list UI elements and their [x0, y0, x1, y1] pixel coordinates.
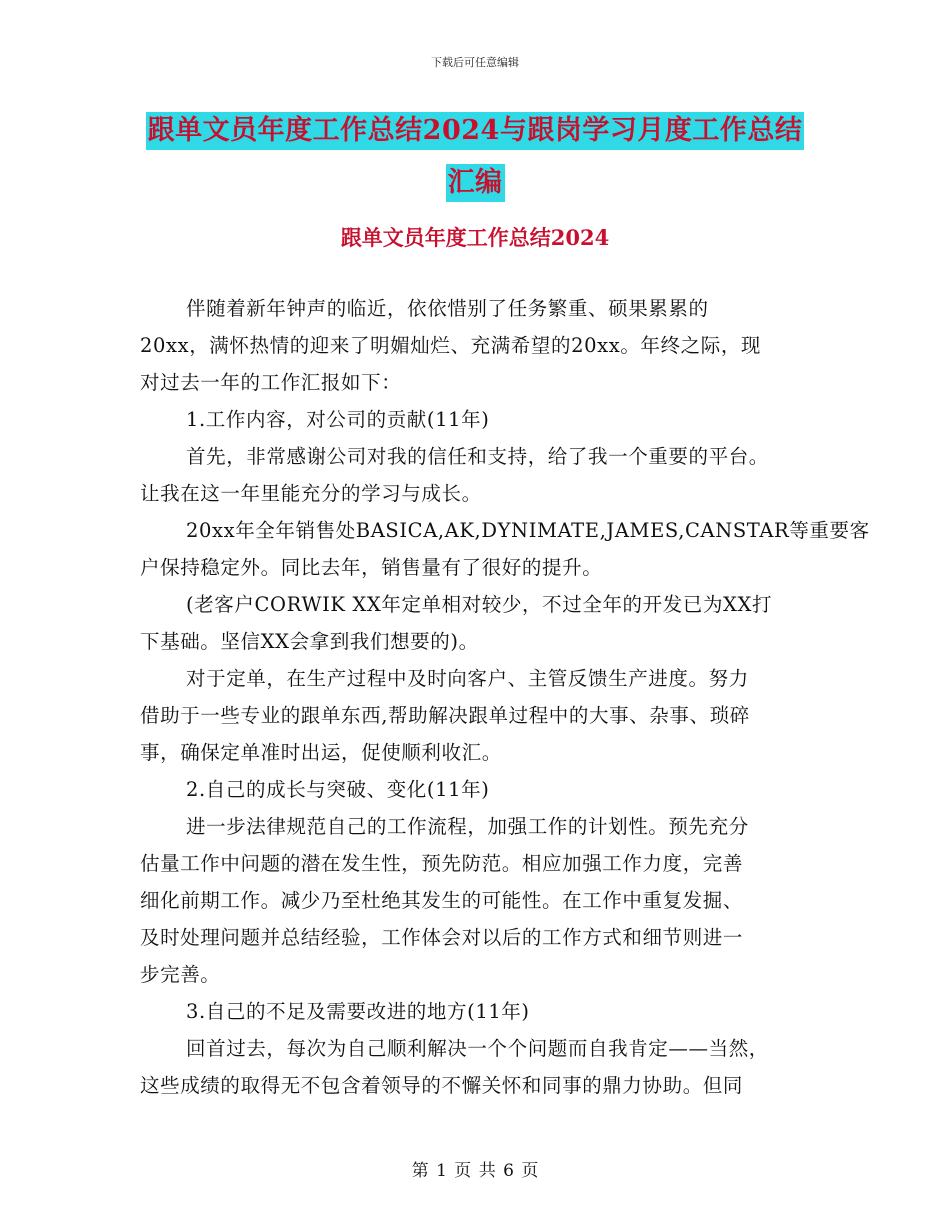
body-line: 首先，非常感谢公司对我的信任和支持，给了我一个重要的平台。: [186, 445, 769, 468]
body-line: 3.自己的不足及需要改进的地方(11年): [186, 1000, 530, 1023]
body-line: 借助于一些专业的跟单东西,帮助解决跟单过程中的大事、杂事、琐碎: [140, 704, 750, 727]
title-line-1: 跟单文员年度工作总结2024与跟岗学习月度工作总结: [146, 112, 805, 150]
body-line: 及时处理问题并总结经验，工作体会对以后的工作方式和细节则进一: [140, 926, 744, 949]
body-line: 细化前期工作。减少乃至杜绝其发生的可能性。在工作中重复发掘、: [140, 889, 744, 912]
document-body: [140, 290, 870, 1104]
body-line: 步完善。: [140, 963, 221, 986]
page-header-note: 下载后可任意编辑: [431, 56, 519, 69]
body-line: 估量工作中问题的潜在发生性，预先防范。相应加强工作力度，完善: [140, 852, 744, 875]
body-line: (老客户CORWIK XX年定单相对较少，不过全年的开发已为XX打: [186, 593, 773, 616]
body-line: 事，确保定单准时出运，促使顺利收汇。: [140, 741, 502, 764]
body-line: 这些成绩的取得无不包含着领导的不懈关怀和同事的鼎力协助。但同: [140, 1074, 744, 1097]
body-line: 让我在这一年里能充分的学习与成长。: [140, 482, 482, 505]
body-line: 回首过去，每次为自己顺利解决一个个问题而自我肯定——当然，: [186, 1037, 769, 1060]
document-title: [0, 112, 950, 202]
body-line: 20xx年全年销售处BASICA,AK,DYNIMATE,JAMES,CANSTAR等重要客: [186, 519, 870, 542]
body-line: 1.工作内容，对公司的贡献(11年): [186, 408, 490, 431]
body-line: 对过去一年的工作汇报如下：: [140, 371, 402, 394]
body-line: 户保持稳定外。同比去年，销售量有了很好的提升。: [140, 556, 603, 579]
body-line: 2.自己的成长与突破、变化(11年): [186, 778, 490, 801]
body-line: 20xx，满怀热情的迎来了明媚灿烂、充满希望的20xx。年终之际，现: [140, 334, 762, 357]
page-footer: 第 1 页 共 6 页: [411, 1161, 539, 1181]
body-line: 下基础。坚信XX会拿到我们想要的)。: [140, 630, 479, 653]
section-title: 跟单文员年度工作总结2024: [340, 225, 610, 250]
title-line-2: 汇编: [446, 164, 505, 202]
body-line: 进一步法律规范自己的工作流程，加强工作的计划性。预先充分: [186, 815, 749, 838]
body-line: 对于定单，在生产过程中及时向客户、主管反馈生产进度。努力: [186, 667, 749, 690]
body-line: 伴随着新年钟声的临近，依依惜别了任务繁重、硕果累累的: [186, 297, 709, 320]
